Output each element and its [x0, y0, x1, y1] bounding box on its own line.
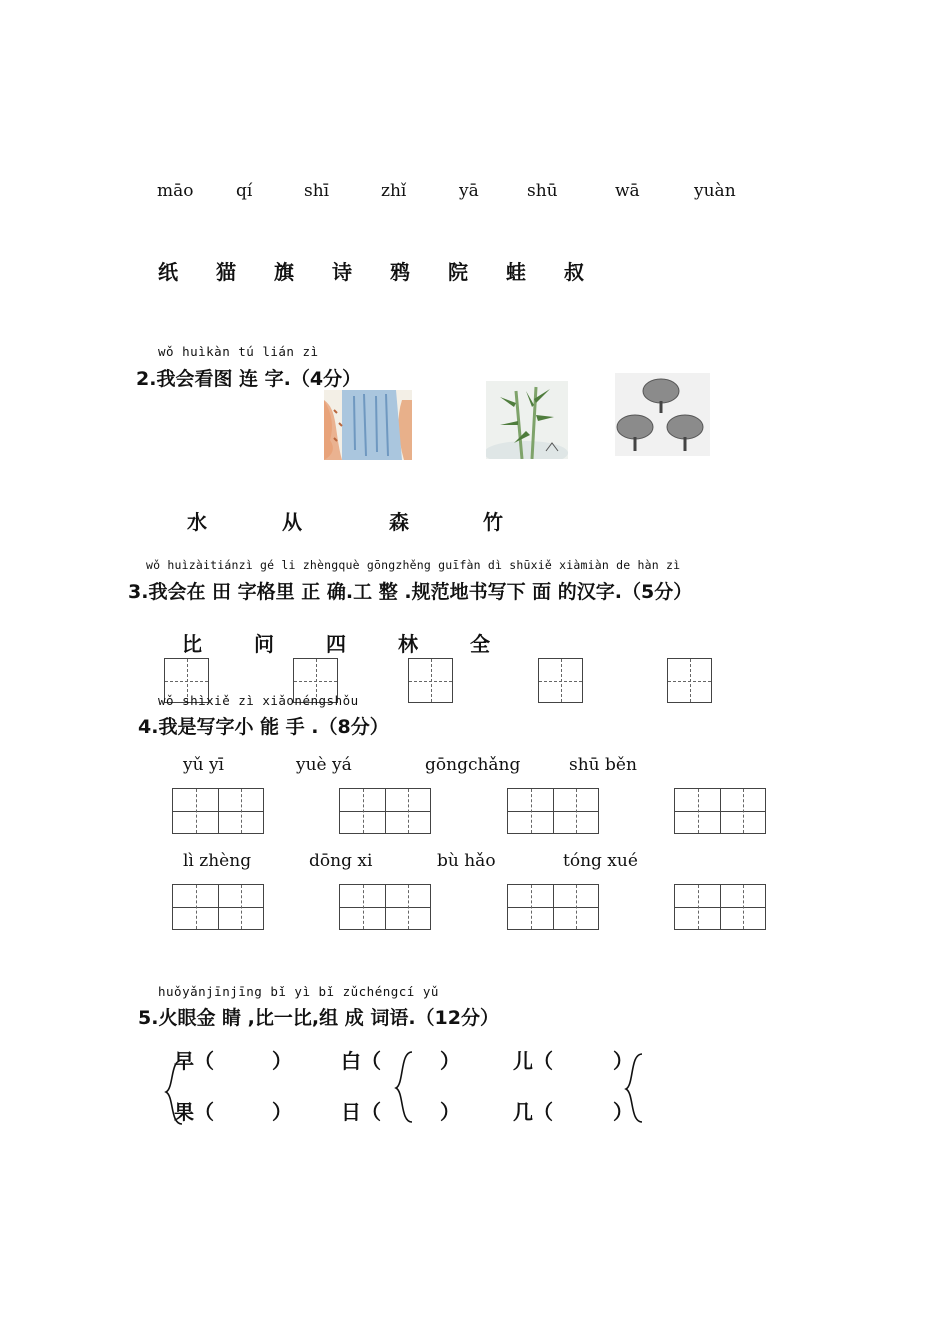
- char-8: 叔: [564, 260, 584, 284]
- q4-pinyin: wǒ shìxiě zì xiǎonéngshǒu: [158, 693, 359, 708]
- paren-close: ）: [613, 1100, 633, 1124]
- q4-pinyin-1: yǔ yī: [183, 755, 224, 775]
- bamboo-picture: [486, 381, 568, 459]
- brace-icon: [390, 1050, 420, 1126]
- q4-title: 4.我是写字小 能 手 .（8分）: [138, 716, 389, 738]
- q3-char-2: 问: [254, 632, 274, 656]
- q4-pinyin-5: lì zhèng: [183, 851, 252, 871]
- paren-close: ）: [613, 1049, 633, 1073]
- q4-pinyin-6: dōng xi: [309, 851, 373, 871]
- brace-icon: [160, 1058, 190, 1128]
- char-3: 旗: [274, 260, 294, 284]
- char-4: 诗: [332, 260, 352, 284]
- writing-grid[interactable]: [172, 884, 264, 930]
- pinyin-6: shū: [527, 181, 558, 201]
- q2-char-4: 竹: [483, 510, 503, 534]
- pinyin-2: qí: [236, 181, 253, 201]
- paren-close: ）: [440, 1049, 460, 1073]
- writing-grid[interactable]: [339, 788, 431, 834]
- word-白: 白（: [341, 1049, 381, 1073]
- writing-grid[interactable]: [339, 884, 431, 930]
- q3-char-1: 比: [182, 632, 202, 656]
- q2-title: 2.我会看图 连 字.（4分）: [136, 368, 362, 390]
- pinyin-7: wā: [615, 181, 640, 201]
- pinyin-1: māo: [157, 181, 194, 201]
- tianzige-box[interactable]: [538, 658, 583, 703]
- q4-pinyin-4: shū běn: [569, 755, 637, 775]
- q3-title: 3.我会在 田 字格里 正 确.工 整 .规范地书写下 面 的汉字.（5分）: [128, 581, 693, 603]
- char-1: 纸: [158, 260, 178, 284]
- word-儿: 儿（: [513, 1049, 553, 1073]
- q3-pinyin: wǒ huìzàitiánzì gé li zhèngquè gōngzhěng guīfàn dì shūxiě xiàmiàn de hàn zì: [146, 558, 681, 572]
- q5-pinyin: huǒyǎnjīnjīng bǐ yì bǐ zǔchéngcí yǔ: [158, 984, 439, 999]
- brace-icon: [620, 1052, 650, 1126]
- q3-char-5: 全: [470, 632, 490, 656]
- q2-char-3: 森: [389, 510, 409, 534]
- trees-picture: [615, 373, 710, 456]
- q5-title: 5.火眼金 睛 ,比一比,组 成 词语.（12分）: [138, 1007, 499, 1029]
- q4-pinyin-8: tóng xué: [563, 851, 638, 871]
- paren-close: ）: [272, 1049, 292, 1073]
- waterfall-picture: [324, 390, 412, 460]
- q2-char-2: 从: [282, 510, 302, 534]
- word-早: 早（: [174, 1049, 214, 1073]
- char-5: 鸦: [390, 260, 410, 284]
- writing-grid[interactable]: [507, 788, 599, 834]
- writing-grid[interactable]: [172, 788, 264, 834]
- q3-char-3: 四: [326, 632, 346, 656]
- char-6: 院: [448, 260, 468, 284]
- word-果: 果（: [174, 1100, 214, 1124]
- pinyin-5: yā: [459, 181, 479, 201]
- pinyin-4: zhǐ: [381, 181, 407, 201]
- pinyin-8: yuàn: [694, 181, 736, 201]
- tianzige-box[interactable]: [667, 658, 712, 703]
- char-2: 猫: [216, 260, 236, 284]
- pinyin-3: shī: [304, 181, 330, 201]
- q2-pinyin: wǒ huìkàn tú lián zì: [158, 344, 319, 359]
- q3-char-4: 林: [398, 632, 418, 656]
- q2-char-1: 水: [187, 510, 207, 534]
- writing-grid[interactable]: [674, 884, 766, 930]
- q4-pinyin-7: bù hǎo: [437, 851, 496, 871]
- paren-close: ）: [440, 1100, 460, 1124]
- tianzige-box[interactable]: [408, 658, 453, 703]
- writing-grid[interactable]: [674, 788, 766, 834]
- paren-close: ）: [272, 1100, 292, 1124]
- char-7: 蛙: [506, 260, 526, 284]
- word-日: 日（: [341, 1100, 381, 1124]
- q4-pinyin-3: gōngchǎng: [425, 755, 521, 775]
- q4-pinyin-2: yuè yá: [296, 755, 352, 775]
- writing-grid[interactable]: [507, 884, 599, 930]
- word-几: 几（: [513, 1100, 553, 1124]
